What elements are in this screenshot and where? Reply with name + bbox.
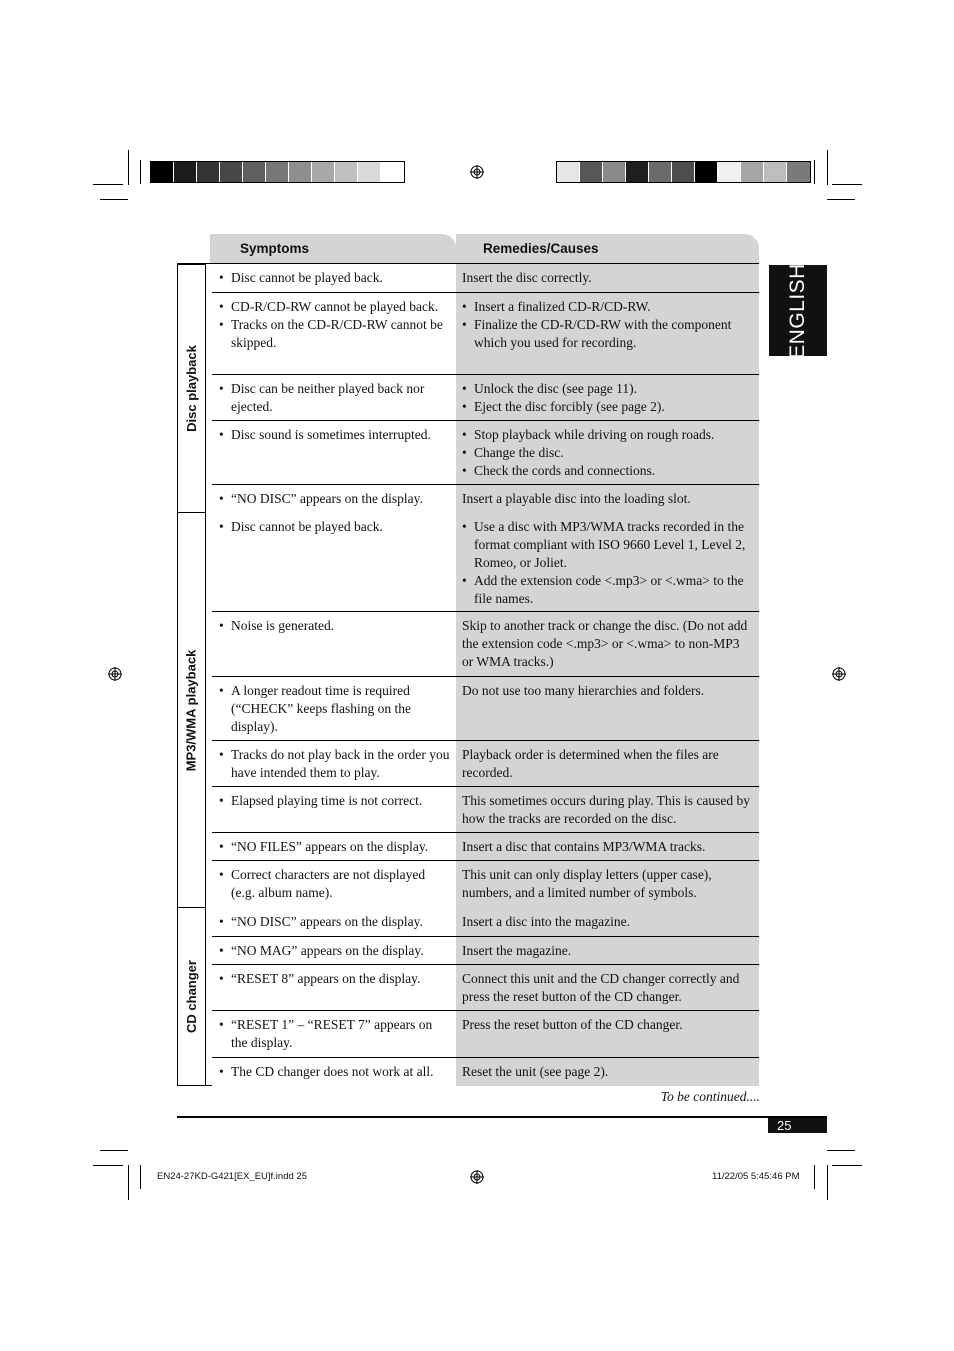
table-row <box>212 612 759 677</box>
remedy-cell <box>456 908 759 936</box>
symptom-cell <box>212 375 456 420</box>
symptom-item: • “RESET 1” – “RESET 7” appears on the display. <box>219 1016 452 1052</box>
symptom-item: • Elapsed playing time is not correct. <box>219 792 452 810</box>
color-swatch <box>289 162 312 182</box>
registration-mark-icon <box>108 667 122 681</box>
symptom-item: • CD-R/CD-RW cannot be played back. <box>219 298 452 316</box>
color-swatch <box>672 162 695 182</box>
language-label: ENGLISH <box>786 262 810 359</box>
remedy-text: Insert a playable disc into the loading slot. <box>462 491 691 506</box>
color-swatch <box>649 162 672 182</box>
color-swatch <box>312 162 335 182</box>
remedy-item: • Unlock the disc (see page 11). <box>462 380 753 398</box>
remedies-header: Remedies/Causes <box>456 234 759 264</box>
table-row <box>212 485 759 513</box>
table-row <box>212 787 759 833</box>
remedy-cell <box>456 965 759 1010</box>
color-bar-left <box>150 161 405 183</box>
remedy-item: • Use a disc with MP3/WMA tracks recorded in the format compliant with ISO 9660 Level 1, Level 2, Romeo, or Joliet. <box>462 518 753 572</box>
color-swatch <box>580 162 603 182</box>
remedy-cell <box>456 513 759 611</box>
group-label-mp3: MP3/WMA playback <box>183 649 199 771</box>
symptom-item: • “RESET 8” appears on the display. <box>219 970 452 988</box>
color-swatch <box>787 162 810 182</box>
symptom-item: • Disc sound is sometimes interrupted. <box>219 426 452 444</box>
table-row <box>212 833 759 861</box>
color-swatch <box>381 162 404 182</box>
table-row <box>212 937 759 965</box>
slug-file: EN24-27KD-G421[EX_EU]f.indd 25 <box>157 1171 307 1182</box>
table-row <box>212 421 759 485</box>
remedy-text: This unit can only display letters (upper case), numbers, and a limited number of symbols. <box>462 867 712 900</box>
symptom-cell <box>212 787 456 832</box>
symptom-item: • Disc can be neither played back nor ejected. <box>219 380 452 416</box>
color-swatch <box>197 162 220 182</box>
symptom-item: • “NO DISC” appears on the display. <box>219 490 452 508</box>
remedy-cell <box>456 677 759 740</box>
table-row <box>212 513 759 612</box>
symptom-cell <box>212 833 456 860</box>
symptom-cell <box>212 1011 456 1057</box>
symptom-cell <box>212 421 456 484</box>
symptom-item: • Noise is generated. <box>219 617 452 635</box>
table-row <box>212 375 759 421</box>
symptom-cell <box>212 937 456 964</box>
continued-note: To be continued.... <box>660 1089 760 1104</box>
remedy-item: • Change the disc. <box>462 444 753 462</box>
symptom-item: • Disc cannot be played back. <box>219 269 452 287</box>
symptom-item: • Correct characters are not displayed (e.g. album name). <box>219 866 452 902</box>
table-row <box>212 741 759 787</box>
remedy-cell <box>456 1058 759 1086</box>
remedy-cell <box>456 1011 759 1057</box>
symptom-item: • “NO MAG” appears on the display. <box>219 942 452 960</box>
remedy-item: • Eject the disc forcibly (see page 2). <box>462 398 753 416</box>
remedy-cell <box>456 293 759 374</box>
remedy-cell <box>456 741 759 786</box>
registration-mark-icon <box>470 1170 484 1184</box>
color-swatch <box>220 162 243 182</box>
remedy-text: Connect this unit and the CD changer correctly and press the reset button of the CD changer. <box>462 971 740 1004</box>
color-swatch <box>764 162 787 182</box>
remedy-cell <box>456 861 759 908</box>
remedy-text: Insert the magazine. <box>462 943 572 958</box>
symptom-item: • Tracks on the CD-R/CD-RW cannot be skipped. <box>219 316 452 352</box>
color-bar-right <box>556 161 811 183</box>
symptom-cell <box>212 485 456 513</box>
group-label-disc: Disc playback <box>183 345 199 432</box>
symptom-cell <box>212 677 456 740</box>
remedy-cell <box>456 264 759 292</box>
remedy-item: • Stop playback while driving on rough roads. <box>462 426 753 444</box>
symptom-cell <box>212 908 456 936</box>
symptom-item: • A longer readout time is required (“CHECK” keeps flashing on the display). <box>219 682 452 736</box>
remedy-text: Reset the unit (see page 2). <box>462 1064 609 1079</box>
symptom-cell <box>212 861 456 908</box>
color-swatch <box>266 162 289 182</box>
color-swatch <box>557 162 580 182</box>
language-tab <box>769 262 827 359</box>
table-row <box>212 861 759 908</box>
page-number: 25 <box>768 1118 827 1133</box>
table-row <box>212 965 759 1011</box>
table-row <box>212 908 759 937</box>
color-swatch <box>626 162 649 182</box>
color-swatch <box>718 162 741 182</box>
symptom-cell <box>212 965 456 1010</box>
symptom-item: • Disc cannot be played back. <box>219 518 452 536</box>
table-row <box>212 1058 759 1086</box>
color-swatch <box>695 162 718 182</box>
table-row <box>212 677 759 741</box>
remedy-text: Insert a disc that contains MP3/WMA tracks. <box>462 839 706 854</box>
table-row <box>212 264 759 293</box>
remedy-cell <box>456 375 759 420</box>
remedy-text: Insert a disc into the magazine. <box>462 914 630 929</box>
footer-rule <box>177 1116 827 1118</box>
registration-mark-icon <box>470 165 484 179</box>
symptoms-header: Symptoms <box>210 234 456 264</box>
slug-date: 11/22/05 5:45:46 PM <box>712 1171 800 1182</box>
remedy-item: • Finalize the CD-R/CD-RW with the component which you used for recording. <box>462 316 753 352</box>
remedy-cell <box>456 485 759 513</box>
color-swatch <box>741 162 764 182</box>
color-swatch <box>243 162 266 182</box>
table-row <box>212 1011 759 1058</box>
remedy-text: This sometimes occurs during play. This is caused by how the tracks are recorded on the disc. <box>462 793 750 826</box>
remedy-text: Press the reset button of the CD changer. <box>462 1017 683 1032</box>
symptom-item: • “NO DISC” appears on the display. <box>219 913 452 931</box>
group-label-cd-changer: CD changer <box>183 960 199 1033</box>
remedy-item: • Check the cords and connections. <box>462 462 753 480</box>
color-swatch <box>151 162 174 182</box>
remedy-item: • Add the extension code <.mp3> or <.wma> to the file names. <box>462 572 753 608</box>
remedy-text: Skip to another track or change the disc. (Do not add the extension code <.mp3> or <.wma> to non-MP3 or WMA tracks.) <box>462 618 748 669</box>
remedy-text: Insert the disc correctly. <box>462 270 592 285</box>
symptom-cell <box>212 741 456 786</box>
color-swatch <box>174 162 197 182</box>
color-swatch <box>358 162 381 182</box>
table-row <box>212 293 759 375</box>
remedy-text: Playback order is determined when the files are recorded. <box>462 747 719 780</box>
remedy-text: Do not use too many hierarchies and folders. <box>462 683 705 698</box>
symptom-item: • “NO FILES” appears on the display. <box>219 838 452 856</box>
symptom-item: • The CD changer does not work at all. <box>219 1063 452 1081</box>
symptom-cell <box>212 513 456 611</box>
remedy-cell <box>456 612 759 676</box>
remedy-cell <box>456 787 759 832</box>
remedy-cell <box>456 937 759 964</box>
remedy-cell <box>456 421 759 484</box>
symptom-cell <box>212 293 456 374</box>
remedy-item: • Insert a finalized CD-R/CD-RW. <box>462 298 753 316</box>
color-swatch <box>335 162 358 182</box>
color-swatch <box>603 162 626 182</box>
remedy-cell <box>456 833 759 860</box>
symptom-cell <box>212 612 456 676</box>
symptom-item: • Tracks do not play back in the order you have intended them to play. <box>219 746 452 782</box>
symptom-cell <box>212 264 456 292</box>
registration-mark-icon <box>832 667 846 681</box>
symptom-cell <box>212 1058 456 1086</box>
